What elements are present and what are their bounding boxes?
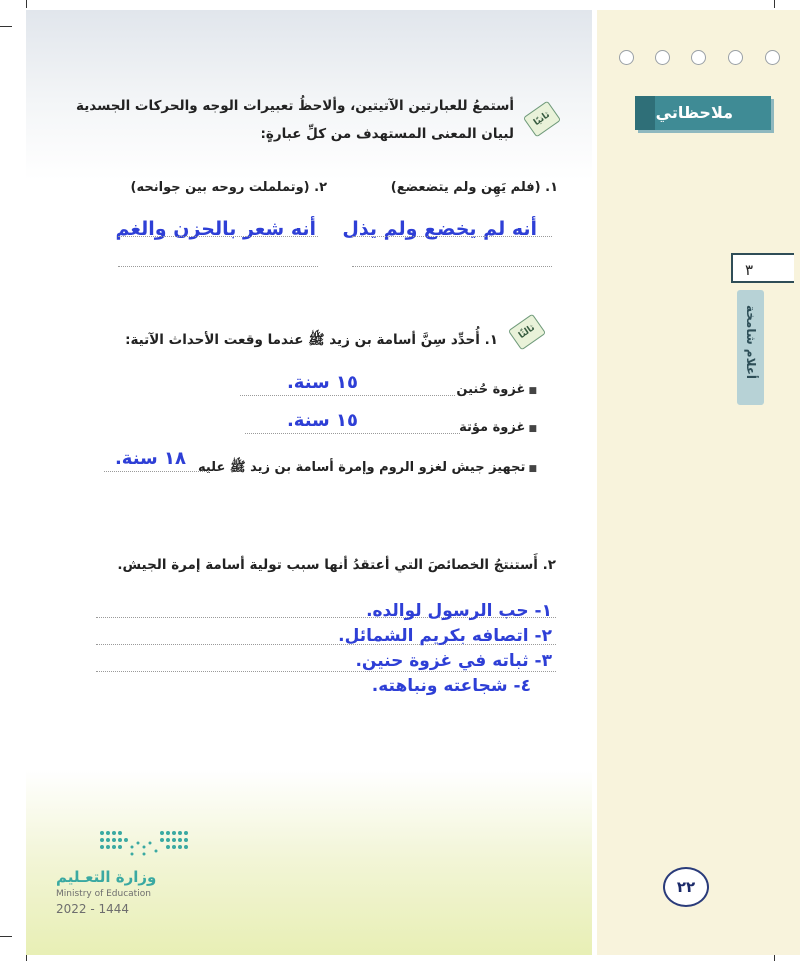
answer-line (245, 433, 460, 434)
item-label: ٢. (وتململت روحه بين جوانحه) (130, 180, 327, 195)
event-label: ■ غزوة مؤتة (459, 420, 537, 435)
answer-line (240, 395, 455, 396)
question-text: ١. أُحدِّد سِنَّ أسامة بن زيد ﷺ عندما وقعت الأحداث الآتية: (125, 332, 498, 348)
answer-text[interactable]: ١- حب الرسول لوالده. (366, 601, 552, 621)
crop-mark (0, 936, 12, 937)
answer-line (118, 236, 318, 237)
instruction-line: أستمعُ للعبارتين الآتيتين، وألاحظُ تعبيرات الوجه والحركات الجسدية (76, 98, 514, 114)
answer-text[interactable]: أنه شعر بالحزن والغم (115, 218, 316, 240)
binder-ring-icon (619, 50, 634, 65)
ministry-logo-icon (98, 829, 190, 857)
event-label: ■ غزوة حُنين (456, 382, 537, 397)
side-tab (737, 290, 764, 405)
side-tab-label: أعلام شامخة (744, 304, 758, 380)
answer-text[interactable]: ٣- ثباته في غزوة حنين. (355, 651, 552, 671)
section-badge: ثالثًا (508, 314, 546, 351)
event-answer[interactable]: ١٥ سنة. (286, 372, 358, 393)
answer-line (118, 266, 318, 267)
binder-ring-icon (728, 50, 743, 65)
notes-panel (597, 10, 800, 955)
crop-mark (774, 0, 775, 8)
notes-tab: ملاحظاتي (635, 96, 771, 130)
answer-text[interactable]: أنه لم يخضع ولم يذل (342, 218, 537, 240)
crop-mark (0, 26, 12, 27)
ministry-name-ar: وزارة التعـليم (56, 868, 157, 886)
answer-line (352, 236, 552, 237)
crop-mark (26, 0, 27, 8)
event-answer[interactable]: ١٥ سنة. (286, 410, 358, 431)
page-number: ٢٢ (663, 867, 709, 907)
item-label: ١. (فلم يَهِن ولم يتضعضع) (390, 180, 558, 195)
edition-year: 2022 - 1444 (56, 902, 130, 916)
instruction-line: لبيان المعنى المستهدف من كلِّ عبارةٍ: (260, 126, 514, 142)
binder-ring-icon (655, 50, 670, 65)
binder-ring-icon (691, 50, 706, 65)
answer-line (96, 671, 556, 672)
worksheet-page (26, 10, 592, 955)
question-text: ٢. أَستنتجُ الخصائصَ التي أعتقدُ أنها سبب تولية أسامة إمرة الجيش. (117, 557, 556, 573)
ministry-name-en: Ministry of Education (56, 889, 151, 899)
unit-number: ٣ (731, 253, 794, 283)
answer-text[interactable]: ٢- اتصافه بكريم الشمائل. (338, 626, 552, 646)
answer-line (352, 266, 552, 267)
event-answer[interactable]: ١٨ سنة. (114, 448, 186, 469)
event-label: ■ تجهيز جيش لغزو الروم وإمرة أسامة بن زيد ﷺ عليه (198, 459, 537, 478)
binder-ring-icon (765, 50, 780, 65)
answer-line (104, 471, 209, 472)
section-badge: ثانيًا (523, 101, 561, 138)
answer-text[interactable]: ٤- شجاعته ونباهته. (371, 676, 531, 696)
